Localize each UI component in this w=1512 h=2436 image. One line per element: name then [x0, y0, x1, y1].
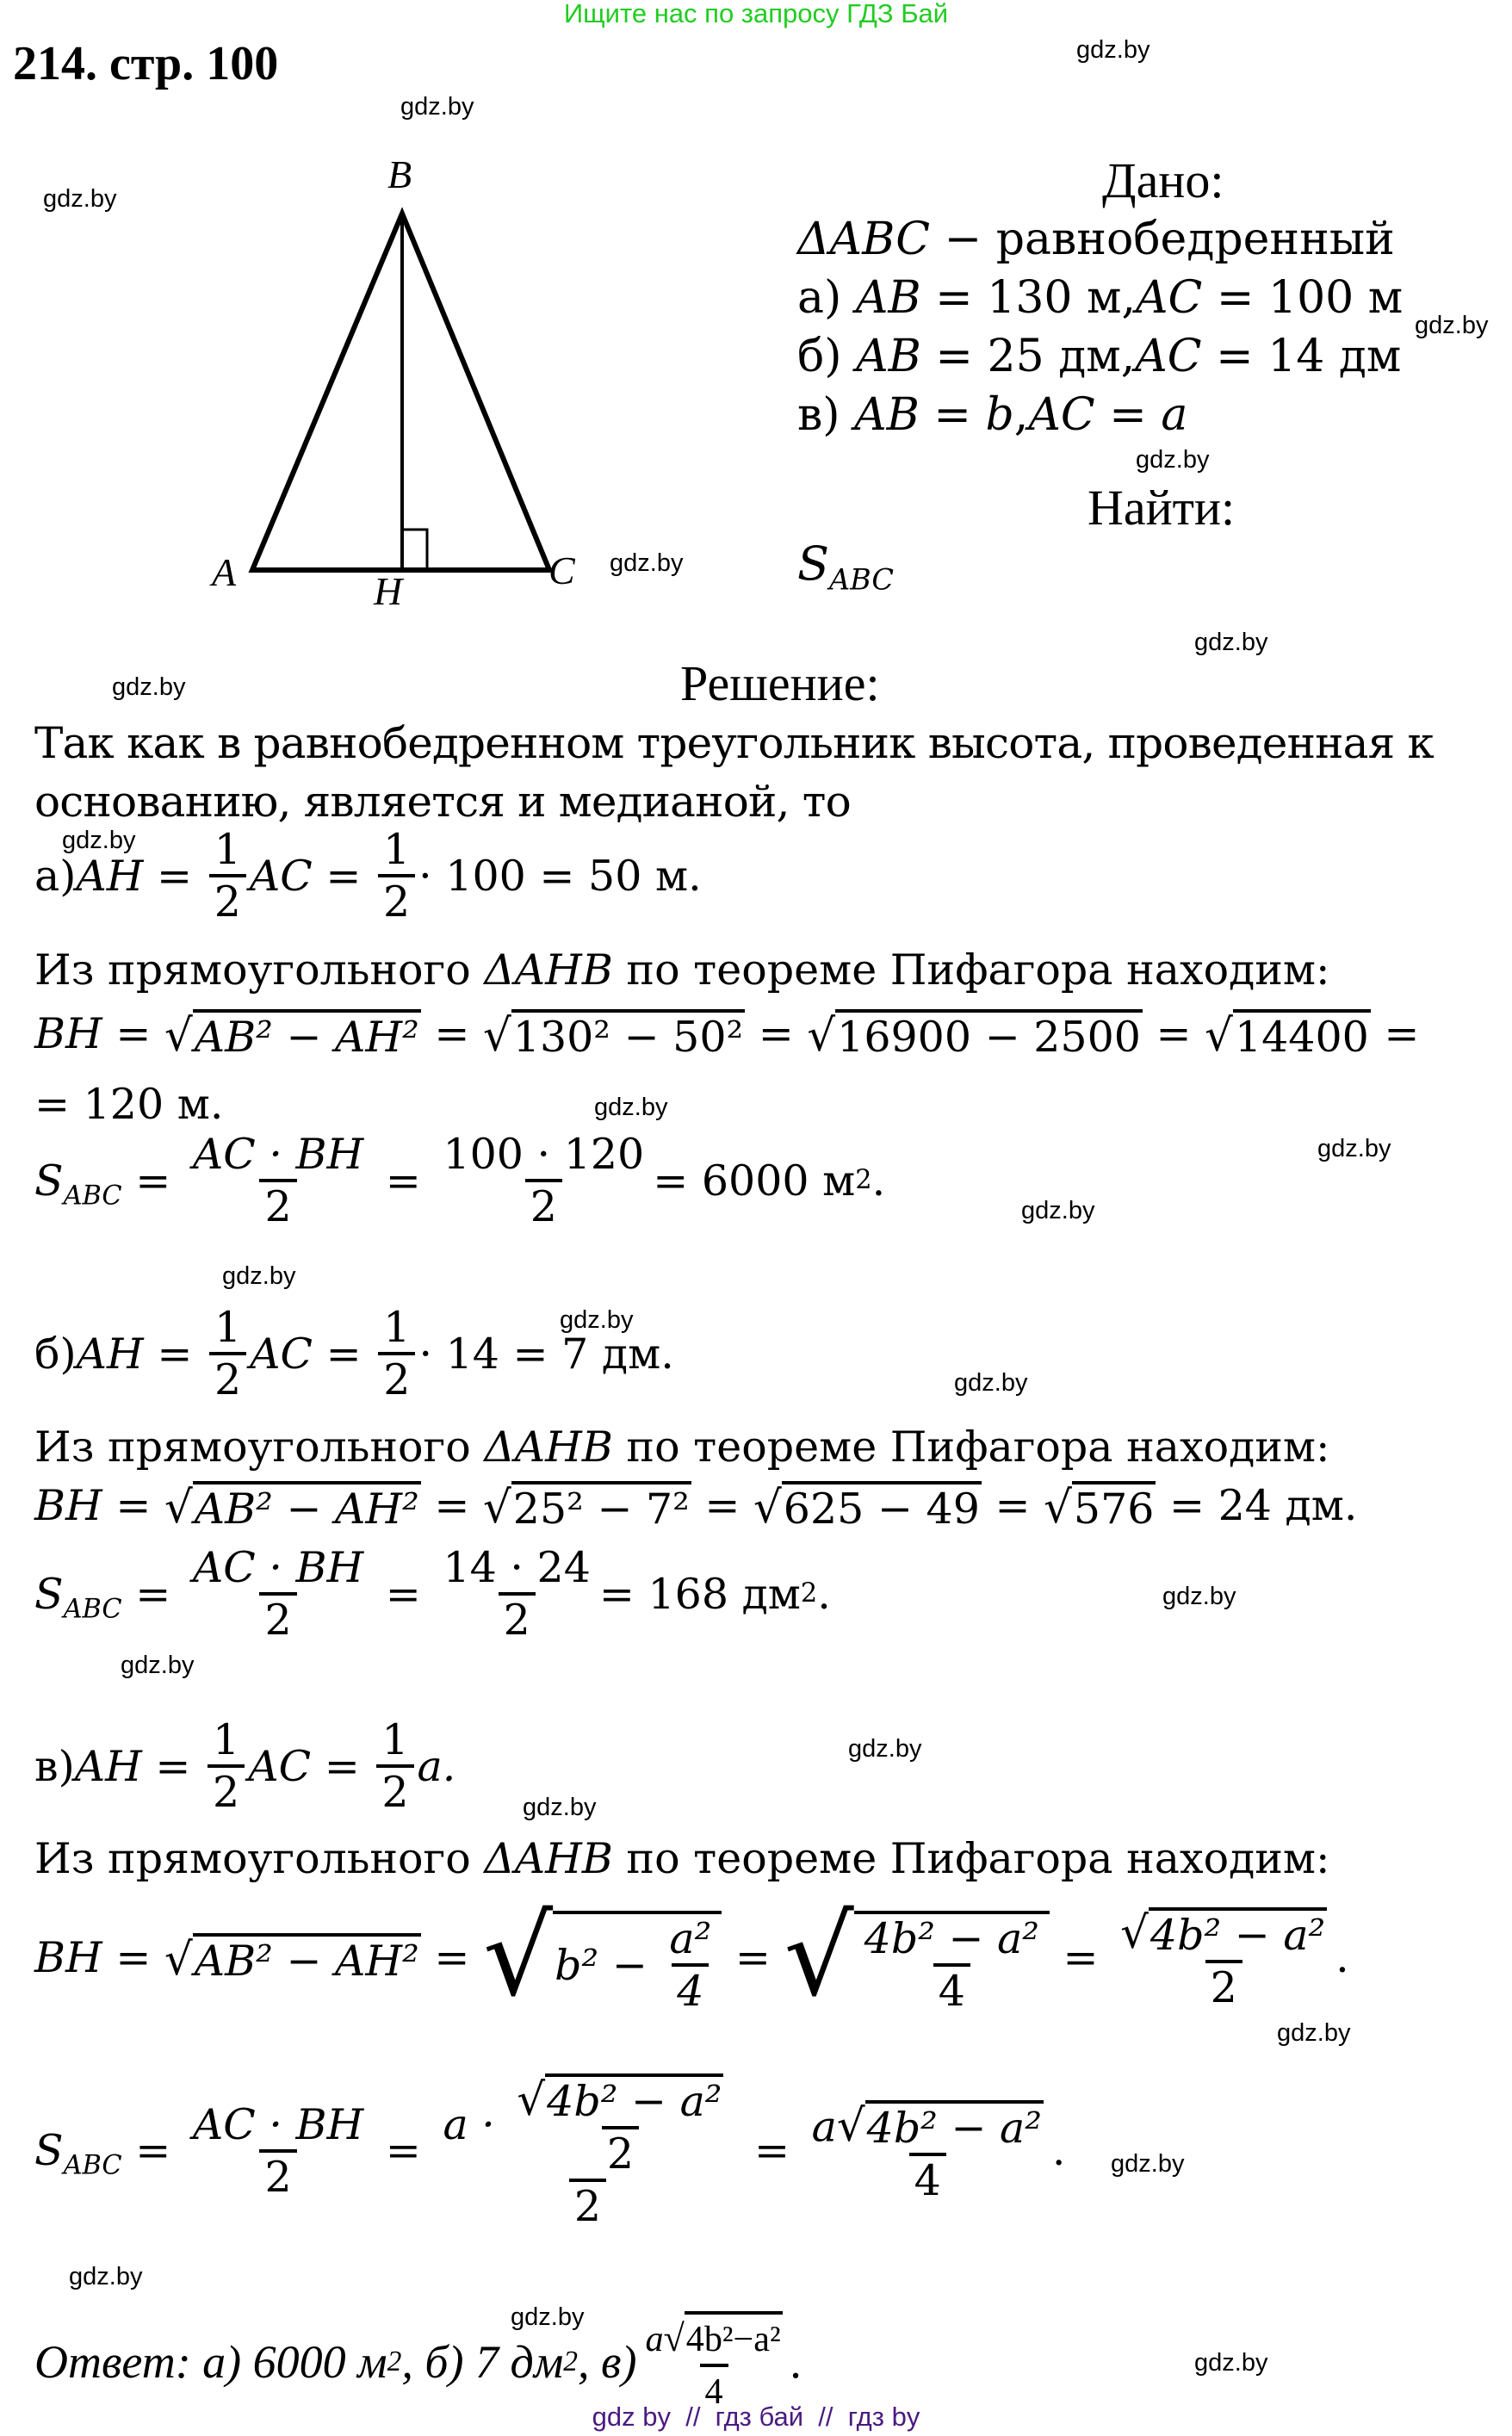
watermark: gdz.by — [511, 2303, 585, 2331]
watermark: gdz.by — [222, 1262, 296, 1290]
part-c-area: $S_{ABC}$ = $\frac{AC \cdot BH}{2}$ = a · √ 4b² − a² 2 2 = a √ 4b² − a² 4 . — [34, 2073, 1066, 2231]
given-heading: Дано: — [1102, 152, 1224, 208]
part-c-bh: BH = √ AB² − AH² = √ b² − $\frac{\text{a²}}{4}$ = √ $\frac{\text{4b² − a²}}{4}$ = √ 4b² − a² 2 . — [34, 1894, 1349, 2021]
task-title: 214. стр. 100 — [13, 37, 279, 90]
watermark: gdz.by — [43, 185, 117, 213]
watermark: gdz.by — [523, 1794, 597, 1821]
pythagoras-text-b: Из прямоугольного ΔAHB по теореме Пифагора находим: — [34, 1423, 1330, 1472]
watermark: gdz.by — [400, 93, 474, 121]
watermark: gdz.by — [1021, 1197, 1095, 1224]
watermark: gdz.by — [1415, 312, 1489, 339]
watermark: gdz.by — [954, 1369, 1028, 1397]
watermark: gdz.by — [610, 549, 684, 577]
watermark: gdz.by — [594, 1094, 668, 1121]
solution-heading: Решение: — [680, 655, 880, 711]
watermark: gdz.by — [1277, 2019, 1351, 2047]
watermark: gdz.by — [1136, 446, 1210, 474]
given-item-a: а) AB = 130 м,AC = 100 м — [797, 272, 1404, 324]
watermark: gdz.by — [1194, 629, 1268, 656]
answer-line: Ответ: а) 6000 м 2 , б) 7 дм 2 , в) a √ 4b²−a² 4 . — [34, 2311, 802, 2413]
watermark: gdz.by — [1162, 1583, 1236, 1610]
watermark: gdz.by — [1111, 2150, 1185, 2178]
watermark: gdz.by — [848, 1735, 922, 1763]
given-item-c: в) AB = b,AC = a — [797, 389, 1188, 441]
find-heading: Найти: — [1088, 480, 1236, 536]
watermark: gdz.by — [121, 1652, 195, 1679]
watermark: gdz.by — [69, 2263, 143, 2290]
watermark: gdz.by — [1076, 36, 1150, 64]
vertex-label-c: C — [548, 549, 575, 592]
pythagoras-text-c: Из прямоугольного ΔAHB по теореме Пифагора находим: — [34, 1834, 1330, 1883]
vertex-label-b: B — [387, 152, 412, 196]
intro-line-2: основанию, является и медианой, то — [34, 777, 851, 827]
part-b-area: $S_{ABC}$ = $\frac{AC \cdot BH}{2}$ = $\frac{14 \cdot 24}{2}$ = 168 дм 2 . — [34, 1543, 831, 1645]
part-b-ah: б) AH = $\frac{1}{2}$ AC = $\frac{1}{2}$ · 14 = 7 дм. — [34, 1303, 674, 1404]
given-item-b: б) AB = 25 дм,AC = 14 дм — [797, 331, 1402, 382]
triangle-figure — [207, 189, 603, 603]
part-a-ah: а) AH = $\frac{1}{2}$ AC = $\frac{1}{2}$ · 100 = 50 м. — [34, 825, 702, 927]
part-c-ah: в) AH = $\frac{1}{2}$ AC = $\frac{1}{2}$ a. — [34, 1715, 456, 1817]
part-a-bh-result: = 120 м. — [34, 1080, 224, 1129]
vertex-label-h: H — [374, 569, 403, 613]
intro-line-1: Так как в равнобедренном треугольник высота, проведенная к — [34, 718, 1434, 768]
footer-links: gdz by // гдз бай // гдз by — [592, 2402, 920, 2432]
given-type: равнобедренный — [995, 214, 1395, 265]
find-area: $S_{ABC}$ — [797, 536, 894, 597]
watermark: gdz.by — [112, 673, 186, 701]
given-triangle: ΔABC — [797, 214, 931, 265]
part-b-bh: BH = √ AB² − AH² = √ 25² − 7² = √ 625 − 49 = √ 576 = 24 дм. — [34, 1481, 1358, 1534]
watermark: gdz.by — [1194, 2349, 1268, 2377]
watermark: gdz.by — [62, 827, 136, 854]
watermark: gdz.by — [1317, 1135, 1391, 1162]
pythagoras-text-a: Из прямоугольного ΔAHB по теореме Пифагора находим: — [34, 945, 1330, 995]
vertex-label-a: A — [212, 550, 237, 594]
given-triangle-line: ΔABC − равнобедренный — [797, 214, 1395, 265]
part-a-bh: BH = √ AB² − AH² = √ 130² − 50² = √ 16900 − 2500 = √ 14400 = — [34, 1009, 1420, 1062]
part-a-area: $S_{ABC}$ = $\frac{AC \cdot BH}{2}$ = $\frac{100 \cdot 120}{2}$ = 6000 м 2 . — [34, 1130, 886, 1231]
search-banner: Ищите нас по запросу ГДЗ Бай — [563, 0, 949, 28]
watermark: gdz.by — [560, 1306, 634, 1334]
